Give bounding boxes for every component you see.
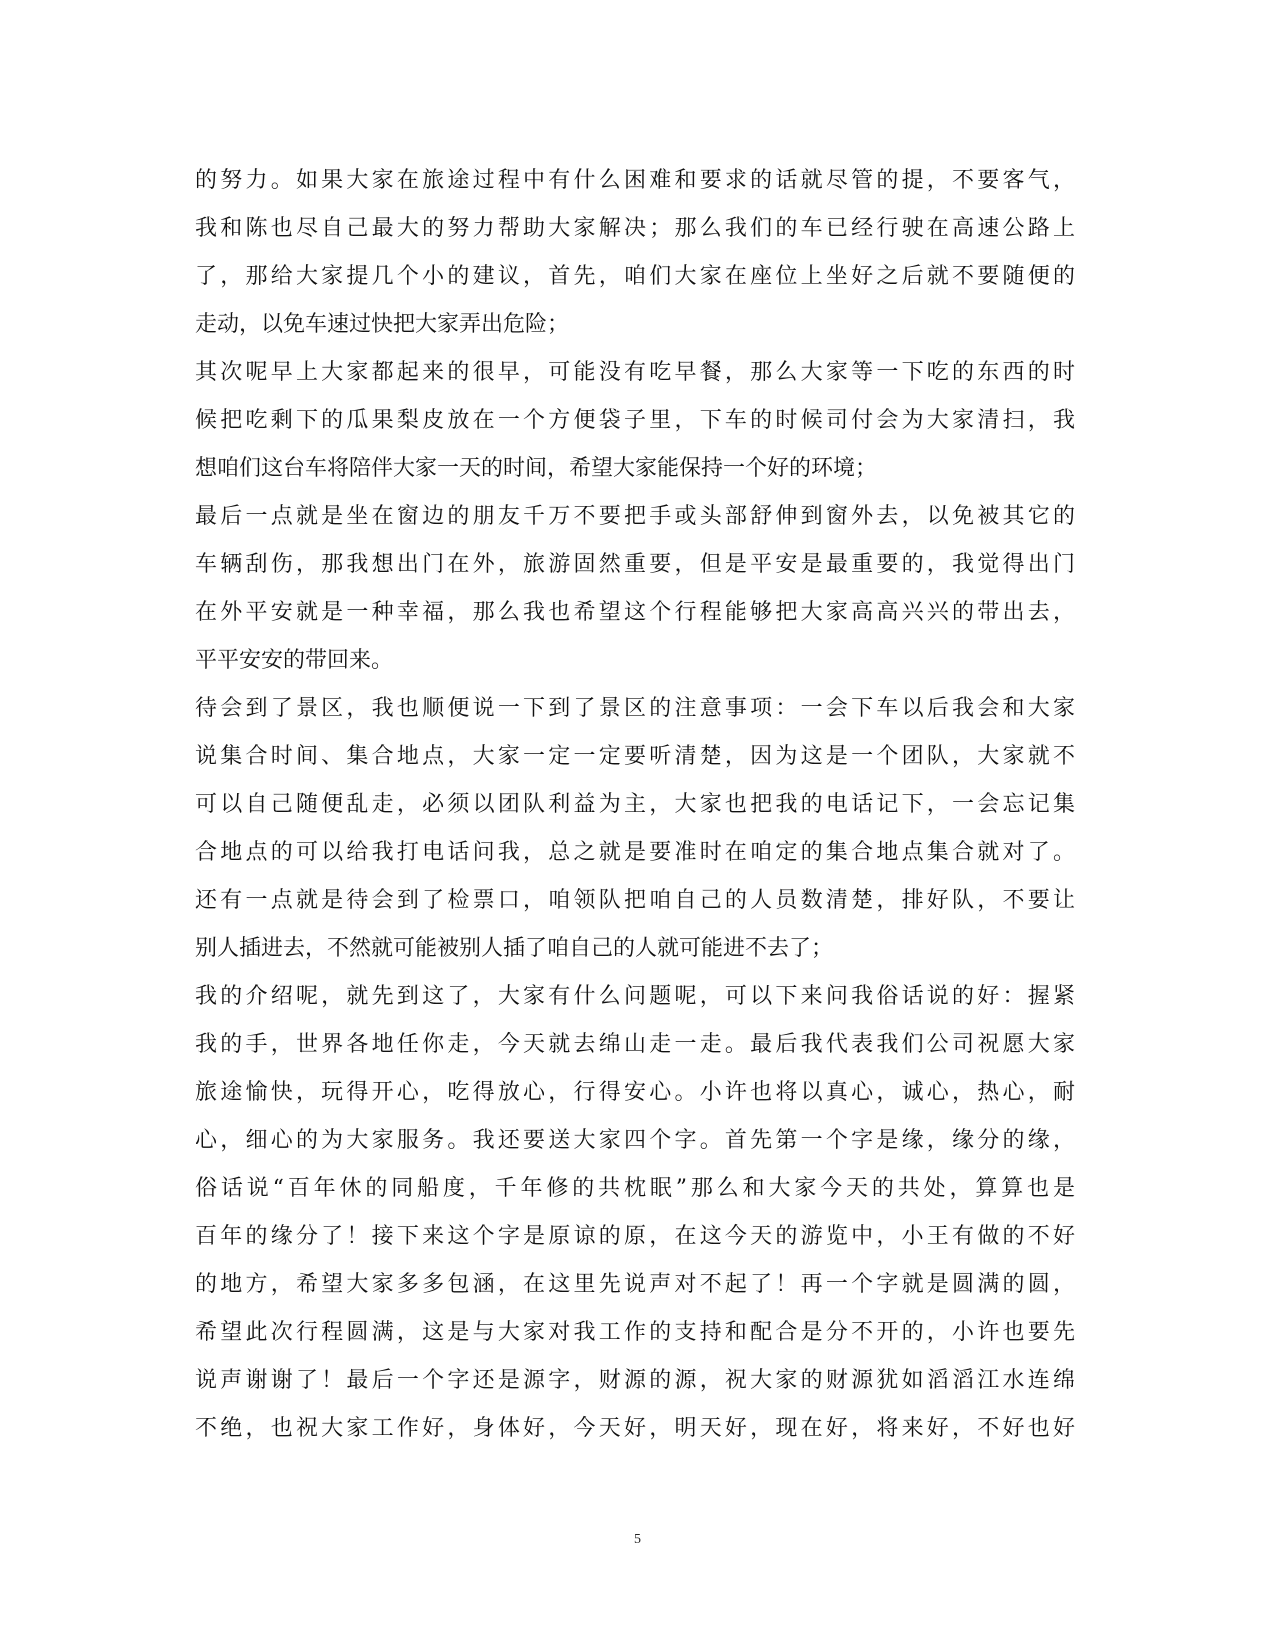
- text-line: 平平安安的带回来。: [195, 648, 394, 673]
- text-line: 不绝，也祝大家工作好，身体好，今天好，明天好，现在好，将来好，不好也好: [195, 1416, 1075, 1441]
- text-line: 合地点的可以给我打电话问我，总之就是要准时在咱定的集合地点集合就对了。: [195, 840, 1075, 865]
- text-line: 说集合时间、集合地点，大家一定一定要听清楚，因为这是一个团队，大家就不: [195, 744, 1075, 769]
- text-line: 心，细心的为大家服务。我还要送大家四个字。首先第一个字是缘，缘分的缘，: [195, 1128, 1075, 1153]
- text-line: 其次呢早上大家都起来的很早，可能没有吃早餐，那么大家等一下吃的东西的时: [195, 360, 1075, 385]
- body-text: [195, 157, 1075, 1453]
- text-line: 旅途愉快，玩得开心，吃得放心，行得安心。小许也将以真心，诚心，热心，耐: [195, 1080, 1075, 1105]
- text-line: 可以自己随便乱走，必须以团队利益为主，大家也把我的电话记下，一会忘记集: [195, 792, 1075, 817]
- text-line: 待会到了景区，我也顺便说一下到了景区的注意事项：一会下车以后我会和大家: [195, 696, 1075, 721]
- text-line: 车辆刮伤，那我想出门在外，旅游固然重要，但是平安是最重要的，我觉得出门: [195, 552, 1075, 577]
- text-line: 希望此次行程圆满，这是与大家对我工作的支持和配合是分不开的，小许也要先: [195, 1320, 1075, 1345]
- text-line: 百年的缘分了！接下来这个字是原谅的原，在这今天的游览中，小王有做的不好: [195, 1224, 1075, 1249]
- text-line: 候把吃剩下的瓜果梨皮放在一个方便袋子里，下车的时候司付会为大家清扫，我: [195, 408, 1075, 433]
- text-line: 我和陈也尽自己最大的努力帮助大家解决；那么我们的车已经行驶在高速公路上: [195, 216, 1075, 241]
- text-line: 别人插进去，不然就可能被别人插了咱自己的人就可能进不去了；: [195, 936, 834, 961]
- text-line: 最后一点就是坐在窗边的朋友千万不要把手或头部舒伸到窗外去，以免被其它的: [195, 504, 1075, 529]
- text-line: 我的介绍呢，就先到这了，大家有什么问题呢，可以下来问我俗话说的好：握紧: [195, 984, 1075, 1009]
- text-line: 了，那给大家提几个小的建议，首先，咱们大家在座位上坐好之后就不要随便的: [195, 264, 1075, 289]
- text-line: 说声谢谢了！最后一个字还是源字，财源的源，祝大家的财源犹如滔滔江水连绵: [195, 1368, 1075, 1393]
- text-line: 还有一点就是待会到了检票口，咱领队把咱自己的人员数清楚，排好队，不要让: [195, 888, 1075, 913]
- text-line: 在外平安就是一种幸福，那么我也希望这个行程能够把大家高高兴兴的带出去，: [195, 600, 1075, 625]
- text-line: 想咱们这台车将陪伴大家一天的时间，希望大家能保持一个好的环境；: [195, 456, 878, 481]
- text-line: 我的手，世界各地任你走，今天就去绵山走一走。最后我代表我们公司祝愿大家: [195, 1032, 1075, 1057]
- text-line: 的地方，希望大家多多包涵，在这里先说声对不起了！再一个字就是圆满的圆，: [195, 1272, 1075, 1297]
- page-number: 5: [634, 1532, 641, 1547]
- text-line: 的努力。如果大家在旅途过程中有什么困难和要求的话就尽管的提，不要客气，: [195, 168, 1075, 193]
- text-line: 走动，以免车速过快把大家弄出危险；: [195, 312, 570, 337]
- text-line: 俗话说“百年休的同船度，千年修的共枕眠”那么和大家今天的共处，算算也是: [195, 1176, 1075, 1201]
